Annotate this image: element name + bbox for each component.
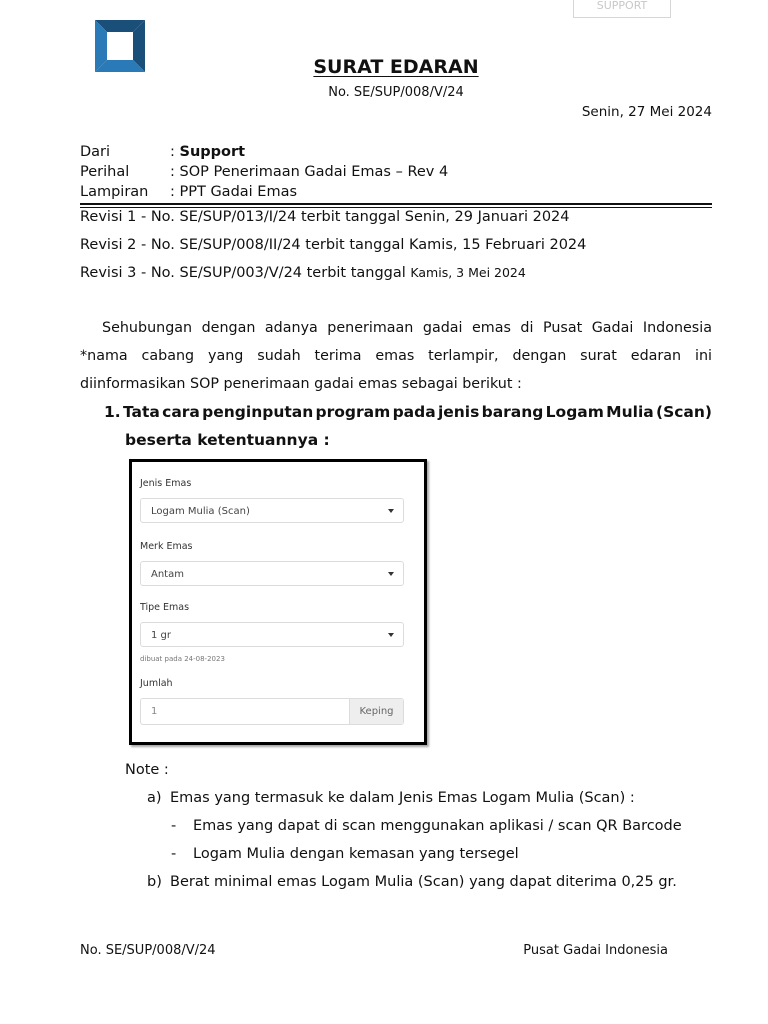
note-a-item-2-text: Logam Mulia dengan kemasan yang tersegel [193,846,519,862]
meta-attachment-key: Lampiran [80,184,149,200]
document-date: Senin, 27 Mei 2024 [581,104,712,120]
header-divider-thick [80,203,712,205]
jumlah-value: 1 [151,706,158,717]
dash-bullet: - [171,818,177,834]
meta-from-value: Support [179,144,246,160]
merk-emas-value: Antam [151,569,184,580]
document-title: SURAT EDARAN [313,56,479,78]
note-b [147,874,677,890]
note-a-item-2 [171,846,519,862]
tipe-emas-label: Tipe Emas [140,602,190,613]
point-1-word: cara [162,403,200,421]
intro-paragraph: Sehubungan dengan adanya penerimaan gadai emas di Pusat Gadai Indonesia *nama cabang yang sudah terima emas terlampir, dengan surat edaran ini diinformasikan SOP penerimaan gadai emas sebagai berikut : [80,320,712,392]
merk-emas-select[interactable] [140,561,404,586]
point-1-word: pada [392,403,436,421]
created-date-hint: dibuat pada 24-08-2023 [140,655,225,663]
revision-1: Revisi 1 - No. SE/SUP/013/I/24 terbit tanggal Senin, 29 Januari 2024 [80,209,570,225]
meta-subject-key: Perihal [80,164,130,180]
note-a-marker: a) [147,790,162,806]
meta-from: Dari : Support [80,144,246,160]
chevron-down-icon [388,509,394,513]
meta-attachment [80,184,297,200]
chevron-down-icon [388,572,394,576]
point-1-word: Logam [545,403,604,421]
footer-doc-number: No. SE/SUP/008/V/24 [80,943,216,958]
note-a-text: Emas yang termasuk ke dalam Jenis Emas Logam Mulia (Scan) : [170,790,635,806]
document-number: No. SE/SUP/008/V/24 [328,85,464,100]
tipe-emas-select[interactable] [140,622,404,647]
revision-3 [80,265,526,281]
point-1-heading [104,398,712,454]
support-stamp: SUPPORT [573,0,671,18]
meta-from-key: Dari [80,144,111,160]
revision-2: Revisi 2 - No. SE/SUP/008/II/24 terbit tanggal Kamis, 15 Februari 2024 [80,237,587,253]
meta-attachment-value: : PPT Gadai Emas [170,184,298,200]
merk-emas-label: Merk Emas [140,541,193,552]
jenis-emas-select[interactable] [140,498,404,523]
jenis-emas-value: Logam Mulia (Scan) [151,506,250,517]
point-1-word: Tata [122,403,160,421]
point-1-word: jenis [437,403,480,421]
jumlah-label: Jumlah [140,678,173,689]
note-b-text: Berat minimal emas Logam Mulia (Scan) yang dapat diterima 0,25 gr. [170,874,677,890]
header-divider-thin [80,207,712,208]
revision-3-text: Revisi 3 - No. SE/SUP/003/V/24 terbit tanggal [80,265,411,281]
footer-company: Pusat Gadai Indonesia [523,943,668,958]
point-1-number: 1. [104,403,121,421]
chevron-down-icon [388,633,394,637]
note-a-item-1 [171,818,682,834]
tipe-emas-value: 1 gr [151,630,171,641]
point-1-word: program [315,403,391,421]
point-1-word: (Scan) [655,403,712,421]
note-b-marker: b) [147,874,162,890]
meta-subject-value: : SOP Penerimaan Gadai Emas – Rev 4 [170,164,449,180]
point-1-word: penginputan [202,403,314,421]
revision-3-date: Kamis, 3 Mei 2024 [410,265,526,280]
jumlah-unit-addon: Keping [349,699,403,724]
point-1-line-2: beserta ketentuannya : [125,431,330,449]
dash-bullet: - [171,846,177,862]
meta-subject [80,164,448,180]
point-1-line-1 [104,398,712,426]
note-title: Note : [125,762,169,778]
point-1-word: Mulia [606,403,654,421]
point-1-word: barang [481,403,544,421]
jumlah-input[interactable] [140,698,404,725]
note-a [147,790,635,806]
form-screenshot [129,459,427,745]
note-a-item-1-text: Emas yang dapat di scan menggunakan aplikasi / scan QR Barcode [193,818,682,834]
jenis-emas-label: Jenis Emas [140,478,192,489]
